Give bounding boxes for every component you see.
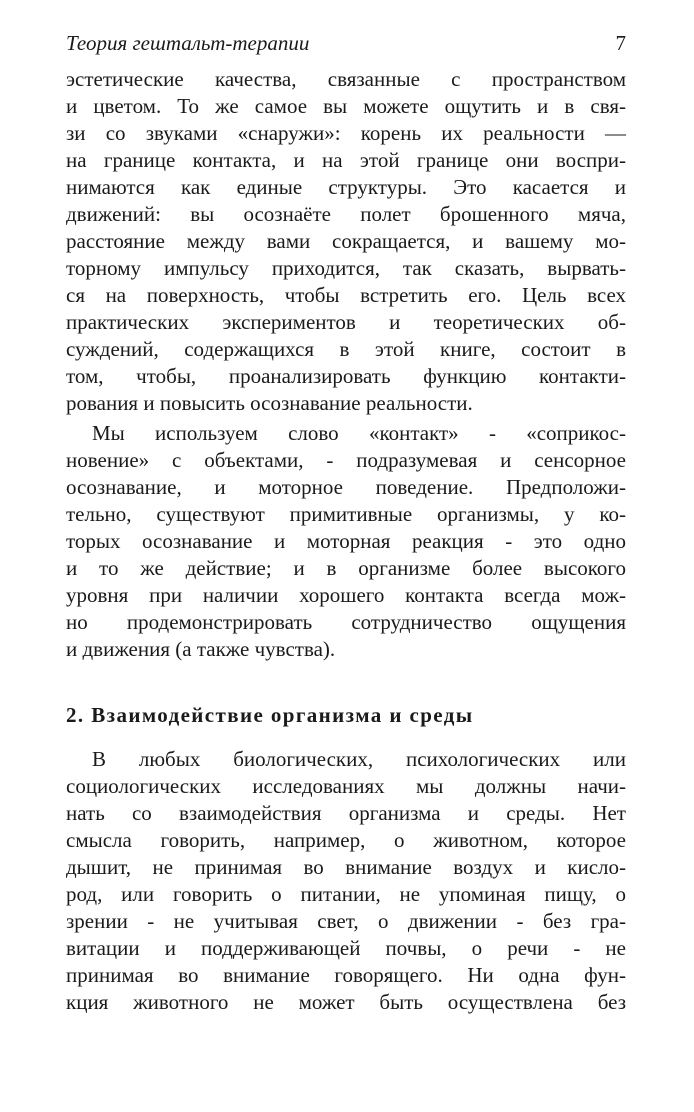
text-line: рования и повысить осознавание реальности. [66, 391, 473, 415]
text-line: но продемонстрировать сотрудничество ощущения [66, 610, 626, 634]
text-line: практических экспериментов и теоретических об- [66, 310, 626, 334]
text-line: уровня при наличии хорошего контакта всегда мож- [66, 583, 626, 607]
text-line: и цветом. То же самое вы можете ощутить и в свя- [66, 94, 626, 118]
text-line: нать со взаимодействия организма и среды. Нет [66, 801, 626, 825]
text-line: витации и поддерживающей почвы, о речи - не [66, 936, 626, 960]
paragraph-2 [66, 420, 626, 663]
text-line: движений: вы осознаёте полет брошенного мяча, [66, 202, 626, 226]
text-line: В любых биологических, психологических или [92, 747, 626, 771]
running-title: Теория гештальт-терапии [66, 31, 310, 55]
text-line: новение» с объектами, - подразумевая и сенсорное [66, 448, 626, 472]
text-line: торному импульсу приходится, так сказать, вырвать- [66, 256, 626, 280]
text-line: зрении - не учитывая свет, о движении - без гра- [66, 909, 626, 933]
text-line: и то же действие; и в организме более высокого [66, 556, 626, 580]
text-line: род, или говорить о питании, не упоминая пищу, о [66, 882, 626, 906]
text-line: Мы используем слово «контакт» - «соприкос- [92, 421, 626, 445]
text-line: и движения (а также чувства). [66, 637, 336, 661]
text-line: эстетические качества, связанные с пространством [66, 67, 626, 91]
text-line: расстояние между вами сокращается, и вашему мо- [66, 229, 626, 253]
text-line: на границе контакта, и на этой границе они воспри- [66, 148, 626, 172]
text-line: нимаются как единые структуры. Это касается и [66, 175, 626, 199]
text-line: том, чтобы, проанализировать функцию контакти- [66, 364, 626, 388]
text-line: осознавание, и моторное поведение. Предположи- [66, 475, 626, 499]
text-line: кция животного не может быть осуществлена без [66, 990, 626, 1014]
running-head [66, 28, 626, 58]
text-line: смысла говорить, например, о животном, которое [66, 828, 626, 852]
text-line: ся на поверхность, чтобы встретить его. Цель всех [66, 283, 626, 307]
page-number: 7 [615, 31, 626, 55]
text-line: тельно, существуют примитивные организмы, у ко- [66, 502, 626, 526]
section-heading: 2. Взаимодействие организма и среды [66, 703, 474, 727]
text-line: зи со звуками «снаружи»: корень их реальности — [66, 121, 626, 145]
text-line: торых осознавание и моторная реакция - это одно [66, 529, 626, 553]
paragraph-1 [66, 66, 626, 417]
text-line: социологических исследованиях мы должны начи- [66, 774, 626, 798]
text-line: принимая во внимание говорящего. Ни одна фун- [66, 963, 626, 987]
text-line: дышит, не принимая во внимание воздух и кисло- [66, 855, 626, 879]
paragraph-3 [66, 746, 626, 1016]
text-line: суждений, содержащихся в этой книге, состоит в [66, 337, 626, 361]
